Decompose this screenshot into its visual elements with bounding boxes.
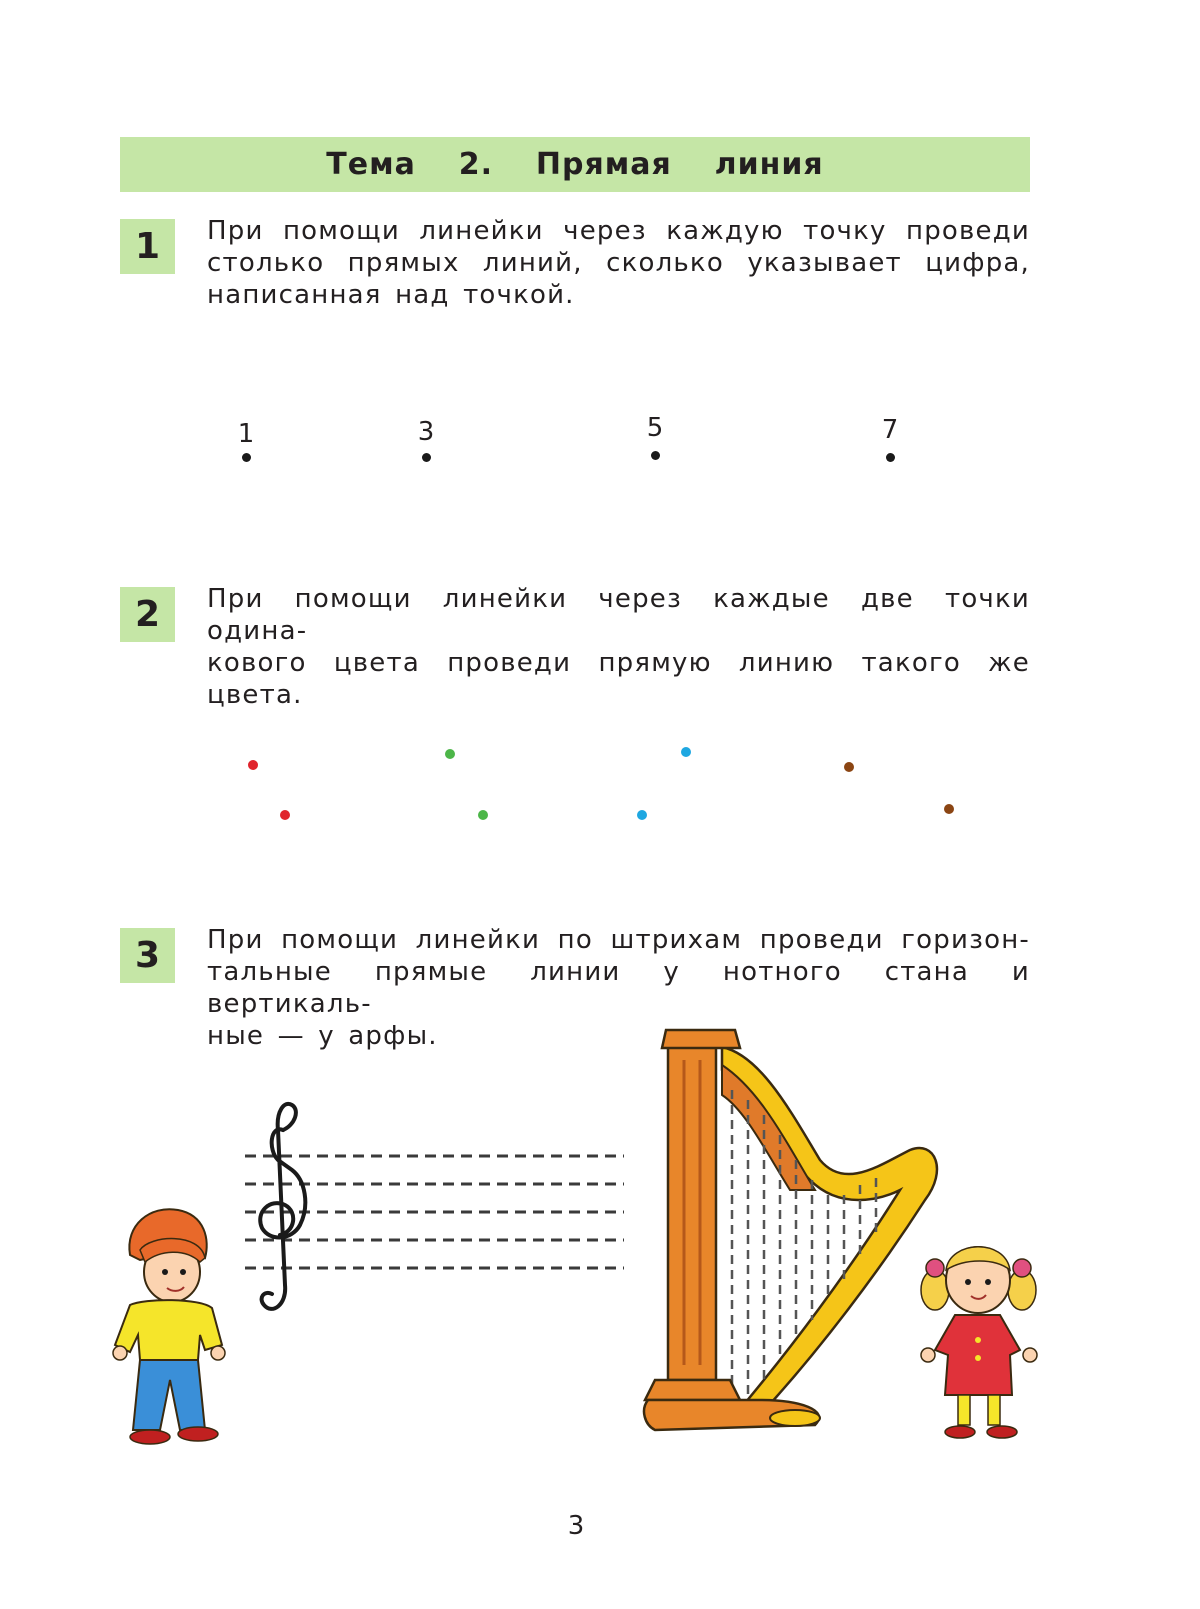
point-label: 7 <box>881 415 899 445</box>
task-3-line: ные — у арфы. <box>207 1021 438 1051</box>
point-label: 5 <box>646 413 664 443</box>
task-1-line: написанная над точкой. <box>207 280 575 310</box>
task-number-3: 3 <box>120 928 175 983</box>
task-2-line: При помощи линейки через каждые две точки одина- <box>207 584 1030 646</box>
task-3-line: При помощи линейки по штрихам проведи горизон- <box>207 925 1030 955</box>
point-label: 3 <box>417 417 435 447</box>
task-2-line: кового цвета проведи прямую линию такого же цвета. <box>207 648 1030 710</box>
task-number-1: 1 <box>120 219 175 274</box>
task-1-line: При помощи линейки через каждую точку проведи <box>207 216 1030 246</box>
page-number: 3 <box>567 1511 585 1541</box>
task-3-line: тальные прямые линии у нотного стана и вертикаль- <box>207 957 1030 1019</box>
point-label: 1 <box>237 419 255 449</box>
task-1-line: столько прямых линий, сколько указывает цифра, <box>207 248 1030 278</box>
task-number-2: 2 <box>120 587 175 642</box>
topic-title: Тема 2. Прямая линия <box>326 147 824 182</box>
